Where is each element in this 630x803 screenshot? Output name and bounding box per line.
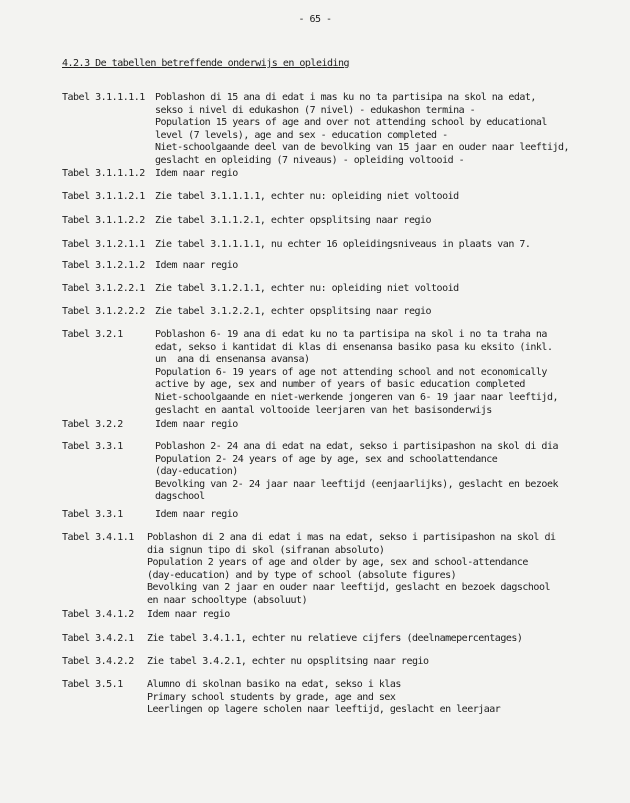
description-line: Population 2 years of age and older by age, sex and school-attendance [147,557,528,569]
table-label: Tabel 3.3.1 [62,509,123,520]
table-description [155,215,431,228]
description-line: Zie tabel 3.4.2.1, echter nu opsplitsing naar regio [147,656,429,667]
description-line: Zie tabel 3.4.1.1, echter nu relatieve cijfers (deelnamepercentages) [147,633,523,644]
table-label: Tabel 3.1.2.1.2 [62,260,145,271]
description-line: Niet-schoolgaande en niet-werkende jongeren van 6- 19 jaar naar leeftijd, [155,391,558,403]
description-line: Niet-schoolgaande deel van de bevolking van 15 jaar en ouder naar leeftijd, [155,142,570,154]
table-label: Tabel 3.2.2 [62,419,123,430]
table-label: Tabel 3.1.1.1.1 [62,92,145,103]
description-line: Zie tabel 3.1.2.1.1, echter nu: opleiding niet voltooid [155,283,459,294]
table-description [155,329,558,417]
description-line: Population 6- 19 years of age not attending school and not economically [155,366,547,378]
page-number: - 65 - [298,14,332,25]
table-description [155,419,238,432]
table-description [155,283,459,296]
table-description [155,168,238,181]
table-label: Tabel 3.5.1 [62,679,123,690]
description-line: Zie tabel 3.1.1.2.1, echter opsplitsing naar regio [155,215,432,226]
table-label: Tabel 3.4.2.2 [62,656,134,667]
description-line: geslacht en opleiding (7 niveaus) - opleiding voltooid - [155,154,465,166]
description-line: un ana di ensenansa avansa) [155,354,310,366]
description-line: (day-education) and by type of school (absolute figures) [147,569,457,581]
table-description [155,509,238,522]
description-line: Poblashon di 15 ana di edat i mas ku no ta partisipa na skol na edat, [155,92,536,103]
description-line: Poblashon di 2 ana di edat i mas na edat, sekso i partisipashon na skol di [147,532,556,543]
table-label: Tabel 3.1.1.2.1 [62,191,145,202]
table-description [155,260,238,273]
table-description [147,633,522,646]
table-label: Tabel 3.4.2.1 [62,633,134,644]
section-title: 4.2.3 De tabellen betreffende onderwijs en opleiding [62,58,350,69]
table-description [155,239,530,252]
table-label: Tabel 3.3.1 [62,441,123,452]
description-line: en naar schooltype (absoluut) [147,594,308,606]
description-line: Population 15 years of age and over not attending school by educational [155,117,547,129]
table-label: Tabel 3.1.2.1.1 [62,239,145,250]
description-line: edat, sekso i kantidat di klas di ensenansa basiko pasa ku eksito (inkl. [155,341,553,353]
table-label: Tabel 3.2.1 [62,329,123,340]
description-line: Zie tabel 3.1.2.2.1, echter opsplitsing naar regio [155,306,432,317]
description-line: dia signun tipo di skol (sifranan absoluto) [147,544,385,556]
description-line: (day-education) [155,466,238,478]
description-line: Idem naar regio [155,168,238,179]
description-line: Poblashon 6- 19 ana di edat ku no ta partisipa na skol i no ta traha na [155,329,547,340]
table-description [147,679,500,717]
description-line: Poblashon 2- 24 ana di edat na edat, sekso i partisipashon na skol di dia [155,441,558,452]
table-label: Tabel 3.1.2.2.2 [62,306,145,317]
table-label: Tabel 3.1.1.1.2 [62,168,145,179]
description-line: Primary school students by grade, age and sex [147,691,396,703]
description-line: Idem naar regio [155,260,238,271]
description-line: level (7 levels), age and sex - education completed - [155,129,448,141]
table-description [155,191,459,204]
table-description [155,441,558,504]
table-description [155,306,431,319]
description-line: Idem naar regio [155,509,238,520]
description-line: geslacht en aantal voltooide leerjaren van het basisonderwijs [155,404,492,416]
description-line: Bevolking van 2 jaar en ouder naar leeftijd, geslacht en bezoek dagschool [147,582,550,594]
description-line: Leerlingen op lagere scholen naar leeftijd, geslacht en leerjaar [147,704,501,716]
table-label: Tabel 3.1.2.2.1 [62,283,145,294]
table-label: Tabel 3.4.1.1 [62,532,134,543]
description-line: Alumno di skolnan basiko na edat, sekso i klas [147,679,401,690]
description-line: sekso i nivel di edukashon (7 nivel) - edukashon termina - [155,104,476,116]
table-description [147,532,556,608]
description-line: Population 2- 24 years of age by age, sex and schoolattendance [155,453,498,465]
description-line: dagschool [155,491,205,503]
table-label: Tabel 3.1.1.2.2 [62,215,145,226]
table-description [147,656,429,669]
description-line: Zie tabel 3.1.1.1.1, echter nu: opleiding niet voltooid [155,191,459,202]
description-line: Idem naar regio [147,609,230,620]
table-label: Tabel 3.4.1.2 [62,609,134,620]
description-line: Bevolking van 2- 24 jaar naar leeftijd (eenjaarlijks), geslacht en bezoek [155,478,558,490]
table-description [155,92,569,168]
description-line: Idem naar regio [155,419,238,430]
description-line: active by age, sex and number of years of basic education completed [155,379,525,391]
table-description [147,609,230,622]
description-line: Zie tabel 3.1.1.1.1, nu echter 16 opleidingsniveaus in plaats van 7. [155,239,531,250]
